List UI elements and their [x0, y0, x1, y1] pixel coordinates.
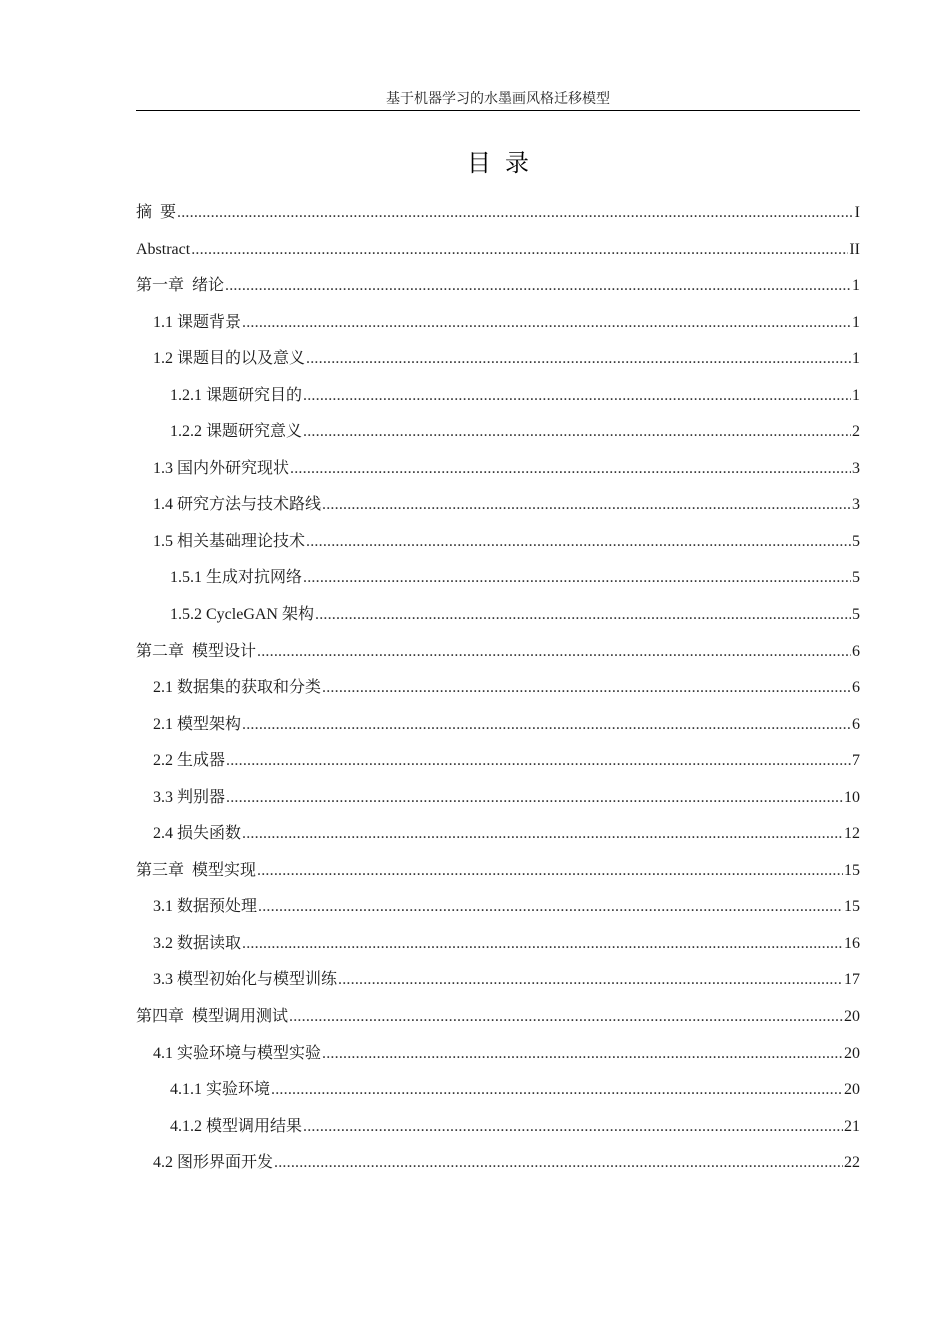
toc-entry-page: 15 — [844, 861, 860, 879]
toc-entry[interactable] — [136, 999, 860, 1036]
toc-entry-page: 16 — [844, 934, 860, 952]
toc-entry[interactable] — [136, 1109, 860, 1146]
toc-entry-page: 21 — [844, 1117, 860, 1135]
toc-entry-page: I — [854, 204, 860, 221]
dot-leader — [257, 853, 843, 889]
toc-entry[interactable] — [136, 780, 860, 817]
toc-entry-label: 2.4 损失函数 — [153, 825, 242, 843]
toc-entry-label: 1.3 国内外研究现状 — [153, 459, 290, 477]
toc-entry[interactable] — [136, 414, 860, 451]
toc-entry-label: 第一章 绪论 — [136, 277, 225, 295]
toc-entry-page: 17 — [844, 971, 860, 989]
toc-entry-label: 1.2.2 课题研究意义 — [170, 423, 303, 441]
toc-entry[interactable] — [136, 1036, 860, 1073]
toc-entry-label: 4.1.2 模型调用结果 — [170, 1117, 303, 1135]
table-of-contents — [136, 195, 860, 1182]
toc-entry-page: 6 — [852, 679, 860, 697]
toc-entry-label: 2.1 模型架构 — [153, 715, 242, 733]
toc-entry-label: 1.2 课题目的以及意义 — [153, 350, 306, 368]
dot-leader — [338, 962, 843, 998]
dot-leader — [226, 780, 843, 816]
toc-entry[interactable] — [136, 853, 860, 890]
toc-entry-page: 3 — [852, 496, 860, 514]
toc-entry-page: 3 — [852, 459, 860, 477]
toc-entry[interactable] — [136, 670, 860, 707]
dot-leader — [177, 195, 854, 231]
toc-entry-page: 1 — [852, 386, 860, 404]
toc-entry[interactable] — [136, 524, 860, 561]
dot-leader — [303, 414, 851, 450]
toc-entry-page: 1 — [852, 350, 860, 368]
toc-entry-page: 6 — [852, 642, 860, 660]
toc-entry-label: 1.5.2 CycleGAN 架构 — [170, 606, 314, 624]
toc-entry[interactable] — [136, 341, 860, 378]
dot-leader — [322, 1036, 843, 1072]
dot-leader — [191, 232, 848, 268]
toc-entry-page: II — [849, 240, 860, 258]
toc-entry-label: 3.2 数据读取 — [153, 934, 242, 952]
dot-leader — [303, 560, 851, 596]
toc-entry-label: Abstract — [136, 240, 191, 258]
dot-leader — [225, 268, 851, 304]
toc-entry-label: 1.5.1 生成对抗网络 — [170, 569, 303, 587]
dot-leader — [322, 487, 851, 523]
dot-leader — [274, 1145, 843, 1181]
toc-entry[interactable] — [136, 962, 860, 999]
dot-leader — [242, 926, 843, 962]
toc-entry[interactable] — [136, 816, 860, 853]
toc-entry[interactable] — [136, 707, 860, 744]
toc-title: 目录 — [467, 149, 543, 177]
toc-entry-label: 3.1 数据预处理 — [153, 898, 258, 916]
dot-leader — [315, 597, 851, 633]
toc-entry-page: 1 — [852, 277, 860, 295]
toc-entry-label: 第三章 模型实现 — [136, 861, 257, 879]
toc-entry-label: 2.1 数据集的获取和分类 — [153, 679, 322, 697]
toc-entry[interactable] — [136, 560, 860, 597]
toc-entry[interactable] — [136, 634, 860, 671]
toc-entry-label: 第二章 模型设计 — [136, 642, 257, 660]
dot-leader — [242, 707, 851, 743]
toc-entry-page: 20 — [844, 1044, 860, 1062]
toc-entry-label: 4.1.1 实验环境 — [170, 1081, 271, 1099]
toc-entry-page: 20 — [844, 1008, 860, 1026]
toc-entry-page: 20 — [844, 1081, 860, 1099]
dot-leader — [306, 524, 851, 560]
toc-entry[interactable] — [136, 195, 860, 232]
dot-leader — [257, 634, 851, 670]
dot-leader — [306, 341, 851, 377]
dot-leader — [289, 999, 843, 1035]
toc-entry-page: 5 — [852, 532, 860, 550]
dot-leader — [322, 670, 851, 706]
toc-entry-label: 4.2 图形界面开发 — [153, 1154, 274, 1172]
toc-entry-page: 7 — [852, 752, 860, 770]
toc-entry-page: 5 — [852, 569, 860, 587]
running-header: 基于机器学习的水墨画风格迁移模型 — [386, 92, 610, 107]
toc-entry[interactable] — [136, 926, 860, 963]
toc-entry-label: 1.2.1 课题研究目的 — [170, 386, 303, 404]
toc-entry-page: 6 — [852, 715, 860, 733]
dot-leader — [242, 816, 843, 852]
toc-entry[interactable] — [136, 232, 860, 269]
dot-leader — [303, 378, 851, 414]
toc-entry-label: 1.4 研究方法与技术路线 — [153, 496, 322, 514]
toc-entry-page: 2 — [852, 423, 860, 441]
toc-entry-label: 3.3 模型初始化与模型训练 — [153, 971, 338, 989]
dot-leader — [271, 1072, 843, 1108]
toc-entry-page: 15 — [844, 898, 860, 916]
header-divider — [136, 110, 860, 111]
toc-entry-label: 2.2 生成器 — [153, 752, 226, 770]
toc-entry[interactable] — [136, 1072, 860, 1109]
toc-entry[interactable] — [136, 597, 860, 634]
toc-entry-label: 第四章 模型调用测试 — [136, 1008, 289, 1026]
toc-entry[interactable] — [136, 487, 860, 524]
toc-entry[interactable] — [136, 451, 860, 488]
dot-leader — [290, 451, 851, 487]
toc-entry-page: 5 — [852, 606, 860, 624]
toc-entry-page: 12 — [844, 825, 860, 843]
dot-leader — [303, 1109, 843, 1145]
toc-entry-label: 摘 要 — [136, 204, 177, 221]
dot-leader — [258, 889, 843, 925]
toc-entry-label: 1.1 课题背景 — [153, 313, 242, 331]
toc-entry-label: 4.1 实验环境与模型实验 — [153, 1044, 322, 1062]
dot-leader — [226, 743, 851, 779]
toc-entry-page: 1 — [852, 313, 860, 331]
toc-entry[interactable] — [136, 305, 860, 342]
toc-entry[interactable] — [136, 889, 860, 926]
dot-leader — [242, 305, 851, 341]
toc-entry-page: 22 — [844, 1154, 860, 1172]
toc-entry[interactable] — [136, 743, 860, 780]
toc-entry-label: 3.3 判别器 — [153, 788, 226, 806]
toc-entry[interactable] — [136, 1145, 860, 1182]
toc-entry[interactable] — [136, 378, 860, 415]
toc-entry-label: 1.5 相关基础理论技术 — [153, 532, 306, 550]
toc-entry-page: 10 — [844, 788, 860, 806]
toc-entry[interactable] — [136, 268, 860, 305]
